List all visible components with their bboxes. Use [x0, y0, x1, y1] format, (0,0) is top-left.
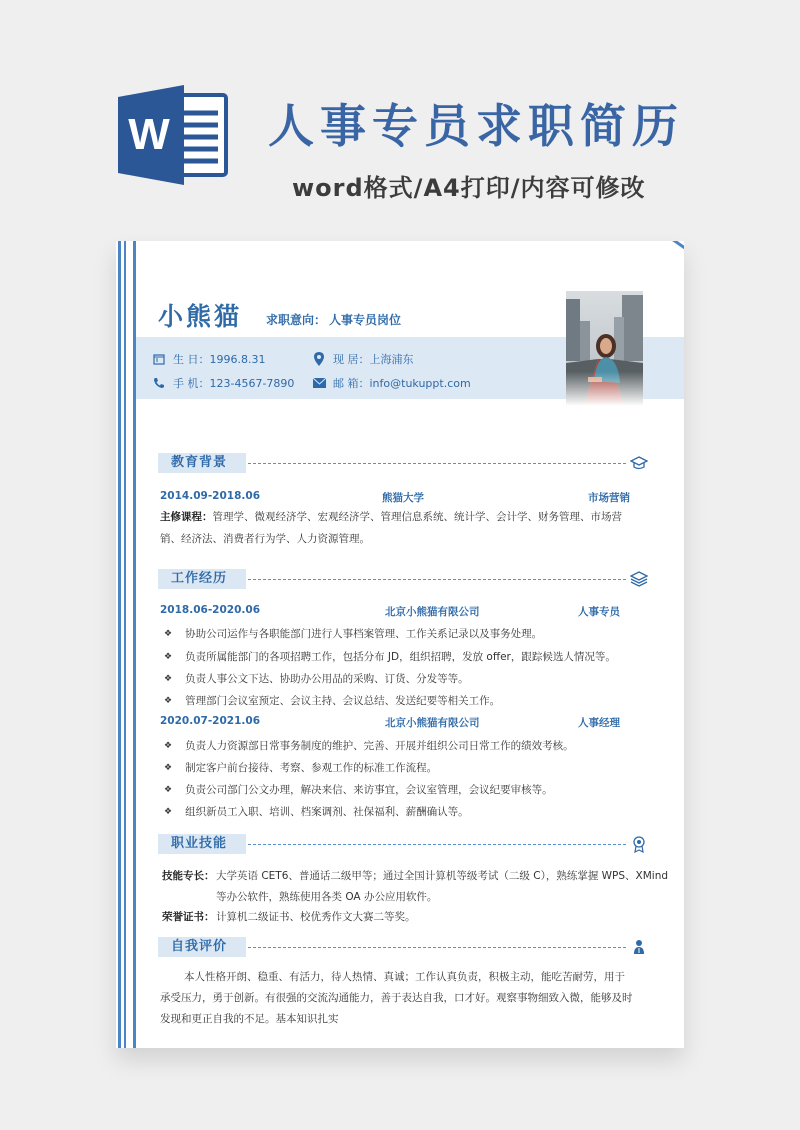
birth-text: 生 日：1996.8.31 — [173, 353, 266, 366]
duty-item: ❖ 负责公司部门公文办理，解决来信、来访事宜，会议室管理，会议纪要审核等。 — [164, 782, 553, 797]
section-divider — [248, 947, 626, 948]
award-medal-icon — [630, 835, 648, 853]
phone-info — [152, 375, 294, 391]
banner-title: 人事专员求职简历 — [268, 99, 684, 153]
layers-icon — [630, 570, 648, 588]
duty-item: ❖ 协助公司运作与各职能部门进行人事档案管理、工作关系记录以及事务处理。 — [164, 626, 542, 641]
specialty-label: 技能专长： — [162, 870, 215, 882]
candidate-name: 小熊猫 — [158, 302, 243, 331]
mail-icon — [312, 376, 326, 390]
honor-text: 计算机二级证书、校优秀作文大赛二等奖。 — [216, 911, 416, 923]
work-section-header — [158, 569, 648, 589]
intent-label: 求职意向： — [266, 313, 327, 327]
border-line — [124, 241, 126, 1048]
job-row — [160, 604, 630, 618]
skills-title: 职业技能 — [158, 834, 246, 854]
person-icon — [630, 938, 648, 956]
border-line — [118, 241, 121, 1048]
self-evaluation-text: 本人性格开朗、稳重、有活力，待人热情、真诚；工作认真负责，积极主动，能吃苦耐劳，用于承受压力，勇于创新。有很强的交流沟通能力，善于表达自我，口才好。观察事物细致入微，能够及时发现和更正自我的不足。基本知识扎实 — [160, 971, 633, 1025]
courses-text: 管理学、微观经济学、宏观经济学、管理信息系统、统计学、会计学、财务管理、市场营销、经济法、消费者行为学、人力资源管理。 — [160, 511, 622, 545]
education-school: 熊猫大学 — [382, 492, 424, 504]
education-period: 2014.09-2018.06 — [160, 490, 261, 502]
self-section-header — [158, 937, 648, 957]
word-logo-icon — [118, 83, 230, 187]
profile-photo — [566, 291, 643, 406]
job-position: 人事经理 — [578, 717, 620, 729]
specialty-text: 大学英语 CET6、普通话二级甲等；通过全国计算机等级考试（二级 C），熟练掌握 WPS、XMind — [216, 870, 669, 882]
specialty-text: 等办公软件，熟练使用各类 OA 办公应用软件。 — [216, 891, 438, 903]
education-title: 教育背景 — [158, 453, 246, 473]
job-company: 北京小熊猫有限公司 — [385, 717, 480, 729]
email-info — [312, 375, 471, 391]
job-position: 人事专员 — [578, 606, 620, 618]
section-divider — [248, 844, 626, 845]
honor-label: 荣誉证书： — [162, 911, 215, 923]
corner-stripe — [666, 241, 684, 249]
work-title: 工作经历 — [158, 569, 246, 589]
education-major: 市场营销 — [588, 492, 630, 504]
job-row — [160, 715, 630, 729]
graduation-cap-icon — [630, 454, 648, 472]
courses-label: 主修课程： — [160, 511, 213, 523]
duty-item: ❖ 组织新员工入职、培训、档案调剂、社保福利、薪酬确认等。 — [164, 804, 469, 819]
duty-item: ❖ 负责人事公文下达、协助办公用品的采购、订货、分发等等。 — [164, 671, 469, 686]
duty-item: ❖ 管理部门会议室预定、会议主持、会议总结、发送纪要等相关工作。 — [164, 693, 500, 708]
location-info — [312, 351, 414, 367]
phone-text: 手 机：123-4567-7890 — [173, 377, 295, 390]
birth-info — [152, 351, 265, 367]
resume-page — [116, 241, 684, 1048]
duty-item: ❖ 制定客户前台接待、考察、参观工作的标准工作流程。 — [164, 760, 437, 775]
section-divider — [248, 579, 626, 580]
calendar-icon — [152, 352, 166, 366]
location-text: 现 居：上海浦东 — [333, 353, 414, 366]
banner-subtitle: word格式/A4打印/内容可修改 — [292, 174, 646, 202]
duty-item: ❖ 负责人力资源部日常事务制度的维护、完善、开展并组织公司日常工作的绩效考核。 — [164, 738, 574, 753]
courses-paragraph — [160, 506, 635, 550]
education-row — [160, 490, 630, 504]
job-period: 2020.07-2021.06 — [160, 715, 261, 727]
skills-section-header — [158, 834, 648, 854]
duty-item: ❖ 负责所属能部门的各项招聘工作，包括分布 JD，组织招聘，发放 offer，跟踪候选人情况等。 — [164, 649, 616, 664]
section-divider — [248, 463, 626, 464]
job-company: 北京小熊猫有限公司 — [385, 606, 480, 618]
education-section-header — [158, 453, 648, 473]
job-period: 2018.06-2020.06 — [160, 604, 261, 616]
phone-icon — [152, 376, 166, 390]
self-title: 自我评价 — [158, 937, 246, 957]
location-pin-icon — [312, 352, 326, 366]
email-text: 邮 箱：info@tukuppt.com — [333, 377, 471, 390]
intent-value: 人事专员岗位 — [329, 313, 402, 327]
word-logo-letter: W — [128, 110, 170, 159]
